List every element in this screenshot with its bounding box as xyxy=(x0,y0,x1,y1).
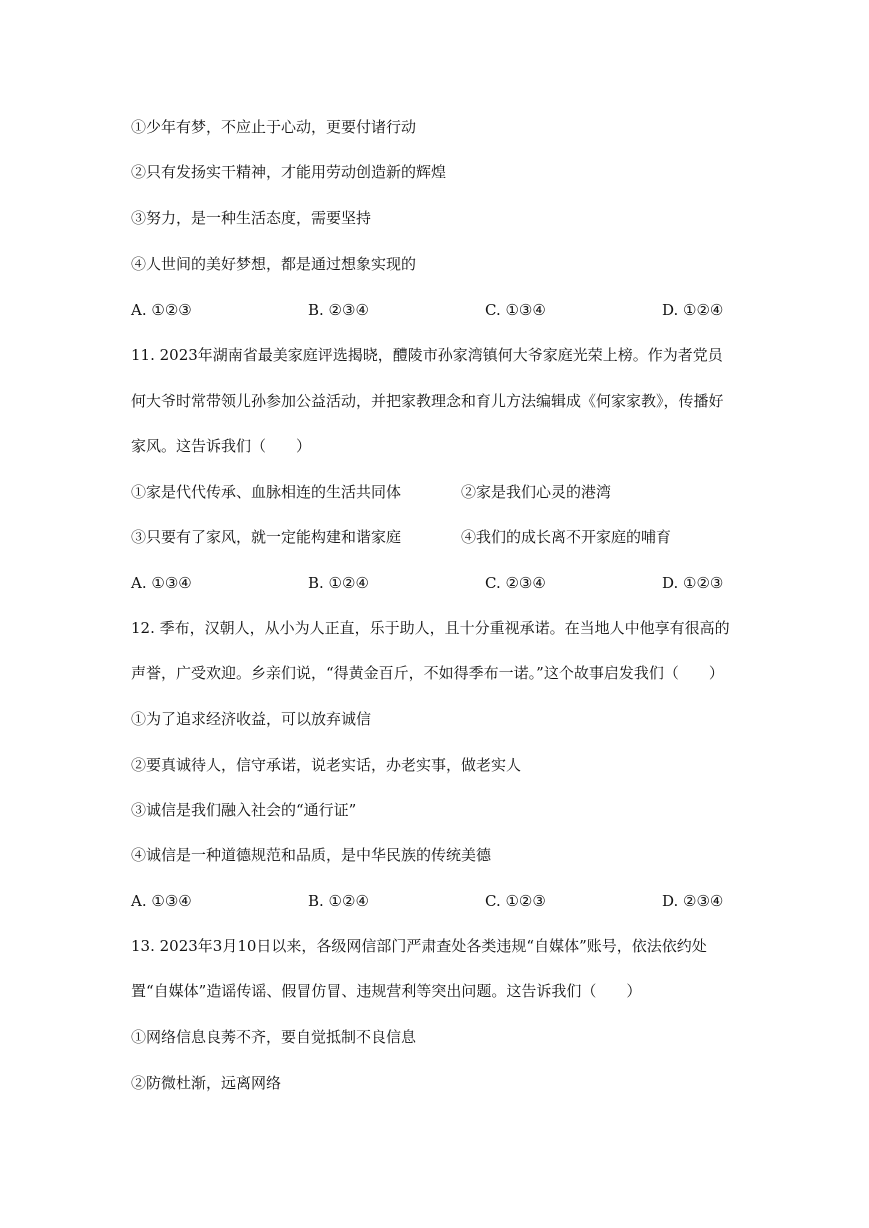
q11-options-row-2 xyxy=(131,526,741,548)
q10-choice-d: D. ①②④ xyxy=(662,301,724,319)
q10-option-2: ②只有发扬实干精神，才能用劳动创造新的辉煌 xyxy=(131,163,447,181)
q12-option-1: ①为了追求经济收益，可以放弃诚信 xyxy=(131,710,372,728)
q12-option-3: ③诚信是我们融入社会的“通行证” xyxy=(131,801,357,819)
q11-stem-line-1: 11. 2023年湖南省最美家庭评选揭晓，醴陵市孙家湾镇何大爷家庭光荣上榜。作为者党员 xyxy=(131,346,723,364)
q11-options-row-1 xyxy=(131,481,741,503)
q11-choice-a: A. ①③④ xyxy=(131,574,192,592)
q12-choice-c: C. ①②③ xyxy=(485,892,546,910)
q12-stem-line-1: 12. 季布，汉朝人，从小为人正直，乐于助人，且十分重视承诺。在当地人中他享有很高的 xyxy=(131,619,730,637)
q11-stem-line-2: 何大爷时常带领儿孙参加公益活动，并把家教理念和育儿方法编辑成《何家家教》，传播好 xyxy=(131,392,724,410)
q11-option-2: ②家是我们心灵的港湾 xyxy=(461,483,612,501)
q12-choice-b: B. ①②④ xyxy=(308,892,369,910)
q11-choices xyxy=(131,572,741,594)
q12-option-2: ②要真诚待人，信守承诺，说老实话，办老实事，做老实人 xyxy=(131,756,522,774)
q11-option-3: ③只要有了家风，就一定能构建和谐家庭 xyxy=(131,528,402,546)
q11-option-1: ①家是代代传承、血脉相连的生活共同体 xyxy=(131,483,402,501)
q12-choice-d: D. ②③④ xyxy=(662,892,724,910)
q10-option-4: ④人世间的美好梦想，都是通过想象实现的 xyxy=(131,255,417,273)
q13-stem-line-2: 置“自媒体”造谣传谣、假冒仿冒、违规营利等突出问题。这告诉我们（ ） xyxy=(131,982,642,1000)
q10-choice-a: A. ①②③ xyxy=(131,301,192,319)
q11-option-4: ④我们的成长离不开家庭的哺育 xyxy=(461,528,672,546)
q12-choice-a: A. ①③④ xyxy=(131,892,192,910)
q12-option-4: ④诚信是一种道德规范和品质，是中华民族的传统美德 xyxy=(131,846,492,864)
q13-option-1: ①网络信息良莠不齐，要自觉抵制不良信息 xyxy=(131,1028,417,1046)
q12-choices xyxy=(131,890,741,912)
q11-choice-c: C. ②③④ xyxy=(485,574,546,592)
q11-choice-d: D. ①②③ xyxy=(662,574,724,592)
q11-choice-b: B. ①②④ xyxy=(308,574,369,592)
q13-option-2: ②防微杜渐，远离网络 xyxy=(131,1074,282,1092)
q12-stem-line-2: 声誉，广受欢迎。乡亲们说，“得黄金百斤，不如得季布一诺。”这个故事启发我们（ ） xyxy=(131,664,724,682)
q10-option-3: ③努力，是一种生活态度，需要坚持 xyxy=(131,209,372,227)
q13-stem-line-1: 13. 2023年3月10日以来，各级网信部门严肃查处各类违规“自媒体”账号，依法依约处 xyxy=(131,937,707,955)
q10-choices xyxy=(131,299,741,321)
q10-choice-c: C. ①③④ xyxy=(485,301,546,319)
q11-stem-line-3: 家风。这告诉我们（ ） xyxy=(131,437,312,455)
q10-choice-b: B. ②③④ xyxy=(308,301,369,319)
q10-option-1: ①少年有梦，不应止于心动，更要付诸行动 xyxy=(131,118,417,136)
